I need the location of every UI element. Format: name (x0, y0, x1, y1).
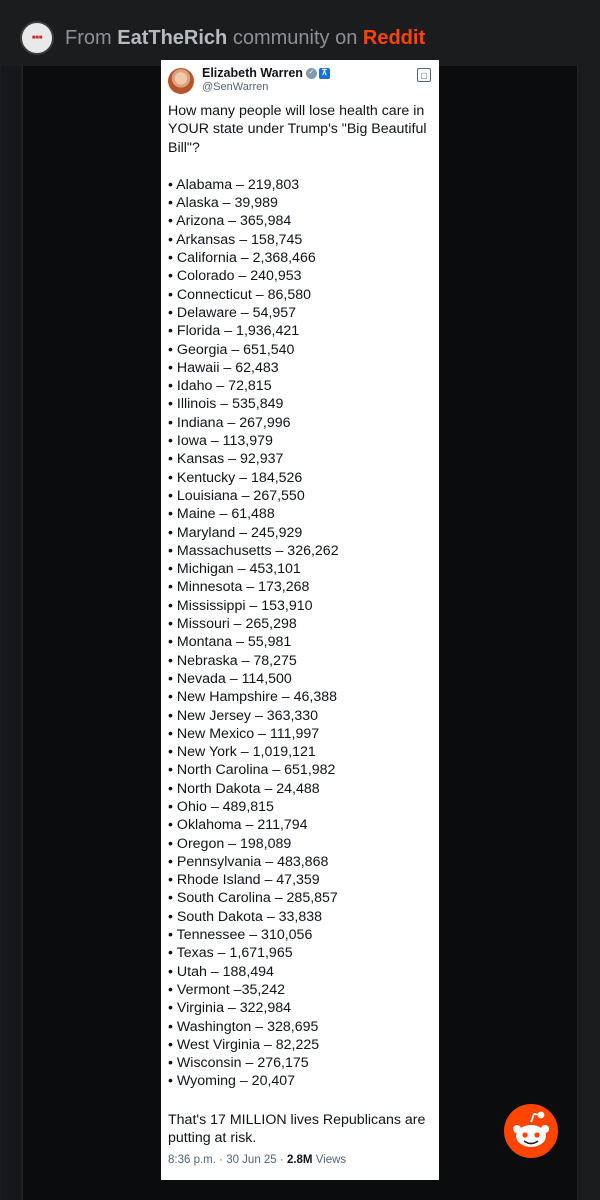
tweet-screenshot (161, 60, 439, 1180)
government-badge-icon: ⊼ (319, 68, 330, 79)
state-list-item: • Kentucky – 184,526 (168, 469, 303, 486)
state-list-item: • Georgia – 651,540 (168, 341, 295, 358)
state-list-item: • Texas – 1,671,965 (168, 945, 293, 962)
state-list-item: • Massachusetts – 326,262 (168, 542, 339, 559)
state-list-item: • Idaho – 72,815 (168, 378, 272, 395)
more-options-icon: ▢ (417, 68, 431, 82)
state-list-item: • Iowa – 113,979 (168, 433, 273, 450)
state-list-item: • Hawaii – 62,483 (168, 359, 279, 376)
attribution-prefix: From (65, 26, 112, 49)
state-list-item: • South Dakota – 33,838 (168, 908, 323, 925)
state-list-item: • Washington – 328,695 (168, 1018, 319, 1035)
state-list-item: • Michigan – 453,101 (168, 561, 301, 578)
state-list-item: • Maryland – 245,929 (168, 524, 303, 541)
attribution-middle: community on (232, 26, 358, 49)
state-list-item: • South Carolina – 285,857 (168, 890, 338, 907)
state-list-item: • Ohio – 489,815 (168, 798, 274, 815)
state-list-item: • Nevada – 114,500 (168, 670, 292, 687)
state-list-item: • Maine – 61,488 (168, 506, 275, 523)
state-list-item: • Pennsylvania – 483,868 (168, 853, 329, 870)
state-list-item: • Utah – 188,494 (168, 963, 274, 980)
author-name: Elizabeth Warren (202, 66, 303, 80)
state-list-item: • Rhode Island – 47,359 (168, 872, 320, 889)
state-list-item: • Oregon – 198,089 (168, 835, 292, 852)
state-list-item: • West Virginia – 82,225 (168, 1036, 320, 1053)
state-list-item: • Kansas – 92,937 (168, 451, 284, 468)
author-info (202, 66, 330, 94)
community-attribution (65, 27, 425, 50)
state-list-item: • North Dakota – 24,488 (168, 780, 320, 797)
state-list-item: • New York – 1,019,121 (168, 744, 316, 761)
author-handle: @SenWarren (202, 81, 269, 93)
tweet-body (168, 102, 431, 1147)
reddit-link[interactable]: Reddit (362, 26, 426, 49)
community-avatar-icon[interactable] (20, 21, 54, 55)
tweet-intro: How many people will lose health care in YOUR state under Trump's "Big Beautiful Bill"? (168, 103, 427, 156)
tweet-meta: 8:36 p.m. · 30 Jun 25 · 2.8M Views (168, 1154, 347, 1167)
state-list-item: • Colorado – 240,953 (168, 268, 302, 285)
views-count: 2.8M (286, 1154, 313, 1167)
state-list-item: • Vermont –35,242 (168, 981, 285, 998)
state-list-item: • Wyoming – 20,407 (168, 1073, 296, 1090)
author-avatar (168, 68, 194, 94)
state-list-item: • Florida – 1,936,421 (168, 323, 300, 340)
state-list-item: • Arkansas – 158,745 (168, 231, 303, 248)
reddit-snoo-icon[interactable] (504, 1104, 558, 1158)
state-list-item: • Delaware – 54,957 (168, 304, 297, 321)
state-list-item: • Alaska – 39,989 (168, 195, 278, 212)
state-list-item: • New Jersey – 363,330 (168, 707, 319, 724)
state-list-item: • Mississippi – 153,910 (168, 597, 313, 614)
community-avatar-logo: ■■■ (31, 35, 43, 41)
state-list-item: • Missouri – 265,298 (168, 616, 297, 633)
state-list-item: • Nebraska – 78,275 (168, 652, 297, 669)
state-list-item: • Illinois – 535,849 (168, 396, 284, 413)
state-list-item: • Tennessee – 310,056 (168, 927, 313, 944)
tweet-outro: That's 17 MILLION lives Republicans are putting at risk. (168, 1111, 426, 1147)
state-list-item: • New Mexico – 111,997 (168, 725, 320, 742)
state-list-item: • Louisiana – 267,550 (168, 487, 305, 504)
state-list-item: • North Carolina – 651,982 (168, 762, 336, 779)
states-list (168, 176, 431, 1091)
state-list-item: • Arizona – 365,984 (168, 213, 292, 230)
state-list-item: • Connecticut – 86,580 (168, 286, 311, 303)
state-list-item: • New Hampshire – 46,388 (168, 689, 337, 706)
state-list-item: • Minnesota – 173,268 (168, 579, 310, 596)
state-list-item: • Montana – 55,981 (168, 634, 292, 651)
tweet-time: 8:36 p.m. (168, 1154, 216, 1167)
state-list-item: • Oklahoma – 211,794 (168, 817, 308, 834)
state-list-item: • Indiana – 267,996 (168, 414, 291, 431)
state-list-item: • Alabama – 219,803 (168, 176, 300, 193)
tweet-header (168, 66, 431, 102)
state-list-item: • California – 2,368,466 (168, 250, 316, 267)
state-list-item: • Wisconsin – 276,175 (168, 1055, 309, 1072)
tweet-date: 30 Jun 25 (226, 1154, 277, 1167)
author-name-row (202, 66, 330, 80)
community-link[interactable]: EatTheRich (117, 26, 228, 49)
state-list-item: • Virginia – 322,984 (168, 1000, 292, 1017)
verified-badge-icon: ✓ (306, 68, 317, 79)
views-label: Views (315, 1154, 347, 1167)
